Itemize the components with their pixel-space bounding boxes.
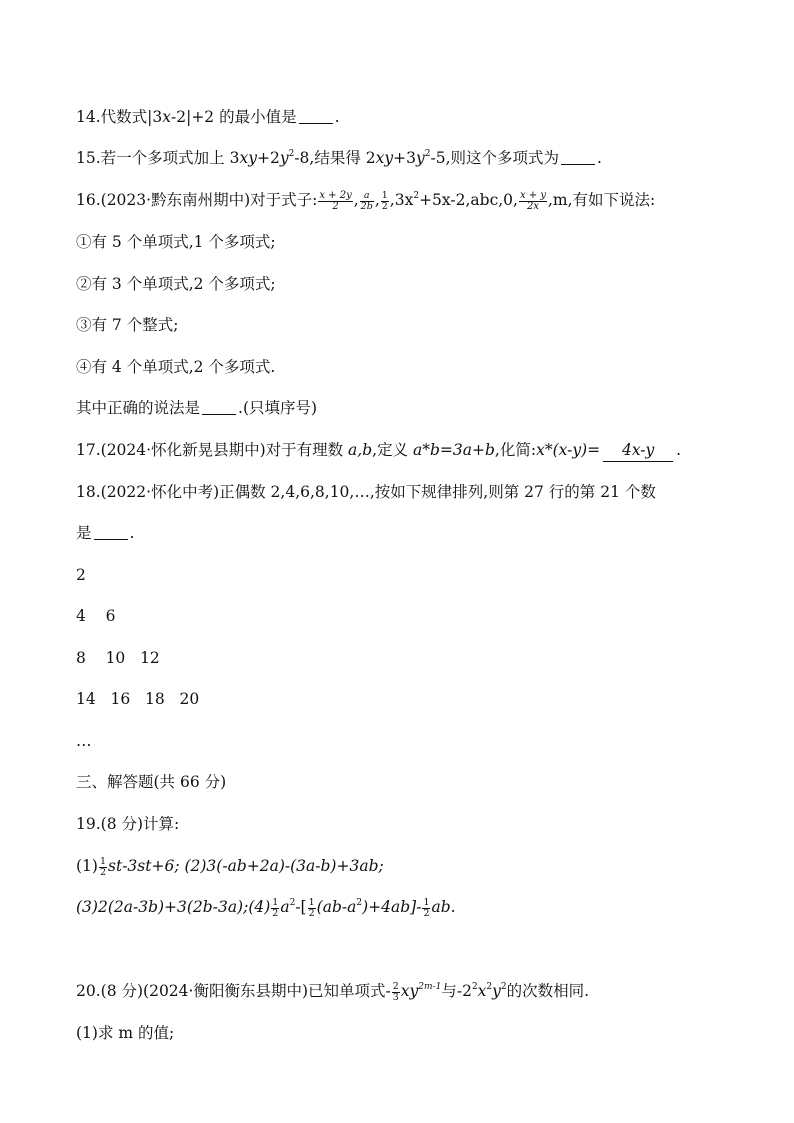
question-14: 14.代数式|3x-2|+2 的最小值是 . [76, 108, 340, 126]
fraction: $\frac{1}{2}$ [381, 189, 388, 212]
question-20-part-1: (1)求 m 的值; [76, 1024, 175, 1042]
section-heading: 三、解答题(共 66 分) [76, 773, 227, 791]
fraction: $\frac{a}{2b}$ [360, 189, 373, 212]
question-18: 18.(2022·怀化中考)正偶数 2,4,6,8,10,…,按如下规律排列,则第 27 行的第 21 个数 [76, 483, 656, 501]
question-17: 17.(2024·怀化新晃县期中)对于有理数 a,b,定义 a*b=3a+b,化简:x*(x-y)= 4x-y . [76, 439, 734, 462]
question-19-part-1-2: (1) $\frac{1}{2}$ st-3st+6; (2)3(-ab+2a)-(3a-b)+3ab; [76, 855, 384, 878]
fraction: $\frac{1}{2}$ [99, 855, 107, 878]
fraction: $\frac{x + 2y}{2}$ [319, 189, 352, 212]
question-16: 16.(2023·黔东南州期中)对于式子: $\frac{x + 2y}{2}$ , $\frac{a}{2b}$ , $\frac{1}{2}$ $,3x^2+5x-2,abc,0$, $\frac{x + y}{2x}$ ,m,有如下说法: [76, 189, 656, 212]
option-2: ②有 3 个单项式,2 个多项式; [76, 275, 276, 293]
answer-blank [94, 525, 128, 540]
fraction: $\frac{x + y}{2x}$ [519, 189, 546, 212]
answer-blank [202, 400, 236, 415]
pattern-row-1: 2 [76, 566, 86, 584]
fraction: $\frac{2}{3}$ [392, 980, 399, 1003]
option-1: ①有 5 个单项式,1 个多项式; [76, 233, 276, 251]
pattern-row-3: 8 10 12 [76, 649, 160, 667]
question-20: 20.(8 分)(2024·衡阳衡东县期中)已知单项式- $\frac{2}{3}$ $xy^{2m-1}$与$-2^2x^2y^2$的次数相同. [76, 980, 590, 1003]
question-19-part-3-4: (3)2(2a-3b)+3(2b-3a);(4) $\frac{1}{2}$ $a^2-$[ $\frac{1}{2}$ $(ab-a^2)+4ab]-$ $\frac{1}{2}$ ab. [76, 896, 456, 919]
fraction: $\frac{1}{2}$ [423, 896, 430, 919]
pattern-row-4: 14 16 18 20 [76, 690, 200, 708]
question-15: 15.若一个多项式加上 $3xy+2y^2-8$,结果得 $2xy+3y^2-5$,则这个多项式为 . [76, 149, 602, 167]
option-3: ③有 7 个整式; [76, 316, 179, 334]
answer-blank [299, 109, 333, 124]
question-18-cont: 是 . [76, 524, 135, 542]
option-4: ④有 4 个单项式,2 个多项式. [76, 358, 276, 376]
pattern-row-2: 4 6 [76, 607, 116, 625]
question-19: 19.(8 分)计算: [76, 815, 180, 833]
filled-answer: 4x-y [603, 439, 673, 462]
answer-blank [561, 150, 595, 165]
fraction: $\frac{1}{2}$ [272, 896, 279, 919]
pattern-ellipsis: … [76, 732, 92, 750]
fraction: $\frac{1}{2}$ [308, 896, 315, 919]
question-16-ask: 其中正确的说法是 .(只填序号) [76, 399, 318, 417]
